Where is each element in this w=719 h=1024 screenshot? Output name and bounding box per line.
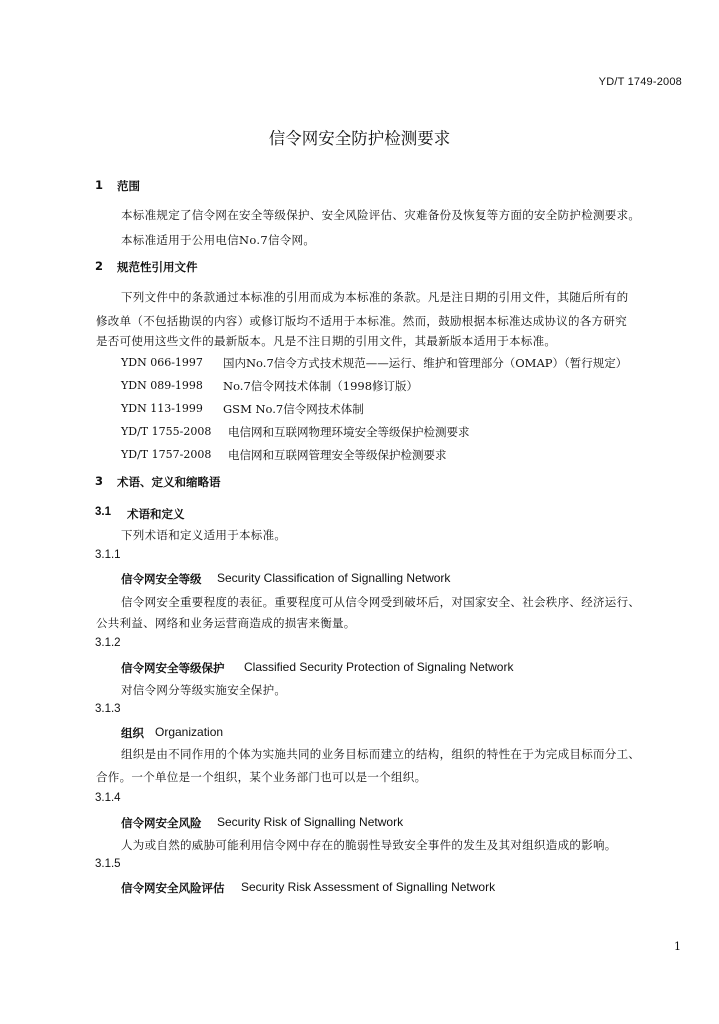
reference-code: YD/T 1757-2008 <box>121 448 212 461</box>
section-2-heading: 规范性引用文件 <box>117 260 198 274</box>
term-number: 3.1.5 <box>95 858 121 870</box>
page-title: 信令网安全防护检测要求 <box>268 129 451 148</box>
reference-code: YDN 066-1997 <box>121 356 203 369</box>
section-3-heading: 术语、定义和缩略语 <box>117 475 221 489</box>
section-1-heading: 范围 <box>117 179 140 193</box>
term-chinese: 组织 <box>121 726 144 740</box>
reference-title: 国内No.7信令方式技术规范——运行、维护和管理部分（OMAP）（暂行规定） <box>223 356 628 370</box>
section-2-intro-line: 是否可使用这些文件的最新版本。凡是不注日期的引用文件，其最新版本适用于本标准。 <box>96 334 557 348</box>
standard-code: YD/T 1749-2008 <box>598 76 682 88</box>
term-chinese: 信令网安全等级保护 <box>121 661 225 675</box>
section-1-para-1: 本标准规定了信令网在安全等级保护、安全风险评估、灾难备份及恢复等方面的安全防护检测要求。 <box>121 208 641 222</box>
term-english: Security Risk of Signalling Network <box>217 815 404 829</box>
term-definition-line: 组织是由不同作用的个体为实施共同的业务目标而建立的结构，组织的特性在于为完成目标而分工、 <box>121 747 641 761</box>
term-definition-line: 公共利益、网络和业务运营商造成的损害来衡量。 <box>96 616 356 630</box>
section-1-para-2: 本标准适用于公用电信No.7信令网。 <box>121 233 316 247</box>
page-number: 1 <box>674 940 681 953</box>
term-definition-line: 信令网安全重要程度的表征。重要程度可从信令网受到破坏后，对国家安全、社会秩序、经济运行、 <box>121 595 641 609</box>
term-number: 3.1.4 <box>95 792 121 804</box>
term-english: Security Classification of Signalling Network <box>217 571 451 585</box>
reference-title: 电信网和互联网物理环境安全等级保护检测要求 <box>228 425 470 439</box>
reference-title: 电信网和互联网管理安全等级保护检测要求 <box>228 448 447 462</box>
term-english: Security Risk Assessment of Signalling Network <box>241 880 496 894</box>
term-english: Organization <box>155 725 224 739</box>
term-number: 3.1.3 <box>95 703 121 715</box>
subsection-heading: 术语和定义 <box>127 507 185 521</box>
term-definition-line: 合作。一个单位是一个组织，某个业务部门也可以是一个组织。 <box>96 770 427 784</box>
section-1-number: 1 <box>95 178 104 192</box>
term-number: 3.1.1 <box>95 549 121 561</box>
reference-title: GSM No.7信令网技术体制 <box>223 402 364 416</box>
term-definition-line: 对信令网分等级实施安全保护。 <box>121 683 287 697</box>
term-definition-line: 人为或自然的威胁可能利用信令网中存在的脆弱性导致安全事件的发生及其对组织造成的影响。 <box>121 838 617 852</box>
section-2-intro-line: 下列文件中的条款通过本标准的引用而成为本标准的条款。凡是注日期的引用文件，其随后所有的 <box>121 290 629 304</box>
term-chinese: 信令网安全等级 <box>121 572 202 586</box>
reference-code: YDN 089-1998 <box>121 379 203 392</box>
subsection-intro: 下列术语和定义适用于本标准。 <box>121 528 287 542</box>
term-number: 3.1.2 <box>95 637 121 649</box>
reference-code: YDN 113-1999 <box>121 402 203 415</box>
reference-code: YD/T 1755-2008 <box>121 425 212 438</box>
section-2-intro-line: 修改单（不包括勘误的内容）或修订版均不适用于本标准。然而，鼓励根据本标准达成协议的各方研究 <box>96 314 627 328</box>
subsection-number: 3.1 <box>95 506 111 518</box>
reference-title: No.7信令网技术体制（1998修订版） <box>223 379 419 393</box>
term-english: Classified Security Protection of Signaling Network <box>244 660 514 674</box>
term-chinese: 信令网安全风险 <box>121 816 202 830</box>
section-3-number: 3 <box>95 474 104 488</box>
term-chinese: 信令网安全风险评估 <box>121 881 225 895</box>
section-2-number: 2 <box>95 259 104 273</box>
